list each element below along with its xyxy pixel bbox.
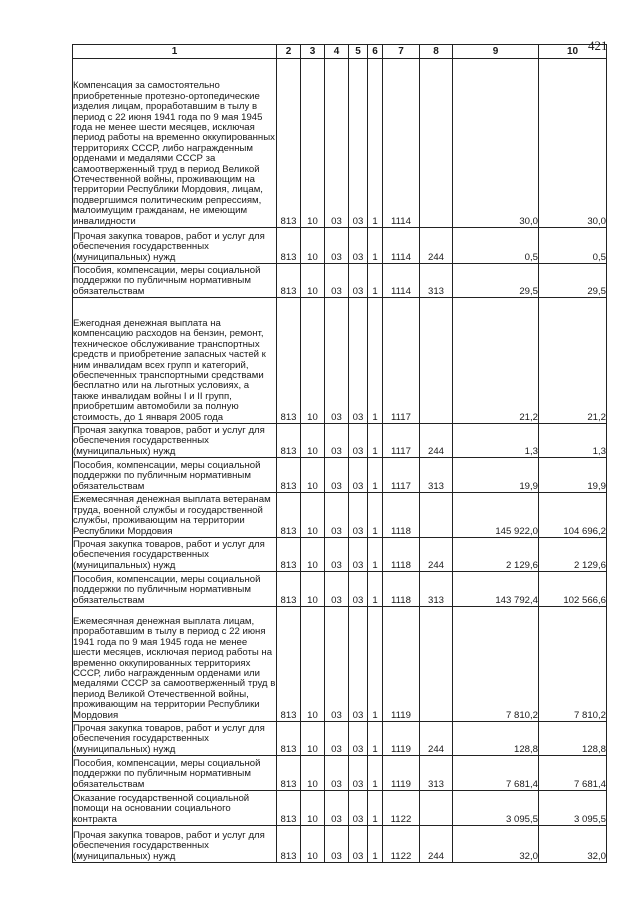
cell-subsection: 03 bbox=[325, 722, 349, 756]
cell-amount-col9: 2 129,6 bbox=[453, 538, 539, 572]
row-description: Ежемесячная денежная выплата ветеранам труда, военной службы и государственной службы, проживающим на территории Республики Мордовия bbox=[73, 493, 277, 538]
cell-amount-col10: 128,8 bbox=[539, 722, 607, 756]
cell-subprogram: 1 bbox=[368, 228, 383, 264]
cell-subprogram: 1 bbox=[368, 607, 383, 722]
table-row bbox=[73, 791, 607, 826]
table-row bbox=[73, 722, 607, 756]
cell-section: 10 bbox=[301, 607, 325, 722]
cell-amount-col10: 0,5 bbox=[539, 228, 607, 264]
table-row bbox=[73, 298, 607, 424]
cell-ministry-code: 813 bbox=[277, 424, 301, 458]
page-number: 421 bbox=[588, 38, 608, 53]
cell-amount-col9: 7 810,2 bbox=[453, 607, 539, 722]
cell-amount-col10: 104 696,2 bbox=[539, 493, 607, 538]
budget-table bbox=[72, 44, 607, 863]
cell-amount-col10: 29,5 bbox=[539, 264, 607, 298]
cell-subprogram: 1 bbox=[368, 493, 383, 538]
cell-target-article: 1119 bbox=[383, 756, 420, 791]
cell-target-article: 1122 bbox=[383, 826, 420, 863]
cell-section: 10 bbox=[301, 298, 325, 424]
cell-section: 10 bbox=[301, 493, 325, 538]
header-cell: 7 bbox=[383, 45, 420, 59]
cell-expense-type: 244 bbox=[420, 826, 453, 863]
cell-ministry-code: 813 bbox=[277, 756, 301, 791]
cell-expense-type bbox=[420, 493, 453, 538]
table-row bbox=[73, 572, 607, 607]
cell-section: 10 bbox=[301, 826, 325, 863]
table-header-row bbox=[73, 45, 607, 59]
cell-subsection: 03 bbox=[325, 424, 349, 458]
row-description: Пособия, компенсации, меры социальной поддержки по публичным нормативным обязательствам bbox=[73, 458, 277, 493]
row-description: Компенсация за самостоятельно приобретенные протезно-ортопедические изделия лицам, проработавшим в тылу в период с 22 июня 1941 года по 9 мая 1945 года не менее шести месяцев, исключая период работы на временно оккупированных территориях СССР, либо награжденным орденами и медалями СССР за самоотверженный труд в период Великой Отечественной войны, проживающим на территории Республики Мордовия, лицам, подвергшимся политическим репрессиям, малоимущим гражданам, не имеющим инвалидности bbox=[73, 59, 277, 228]
cell-subprogram: 1 bbox=[368, 722, 383, 756]
cell-target-article: 1114 bbox=[383, 59, 420, 228]
cell-expense-type bbox=[420, 298, 453, 424]
table-row bbox=[73, 424, 607, 458]
cell-amount-col9: 29,5 bbox=[453, 264, 539, 298]
cell-target-article: 1122 bbox=[383, 791, 420, 826]
cell-ministry-code: 813 bbox=[277, 264, 301, 298]
cell-program: 03 bbox=[349, 791, 368, 826]
header-cell: 1 bbox=[73, 45, 277, 59]
cell-target-article: 1117 bbox=[383, 458, 420, 493]
cell-target-article: 1117 bbox=[383, 298, 420, 424]
cell-ministry-code: 813 bbox=[277, 826, 301, 863]
cell-amount-col9: 30,0 bbox=[453, 59, 539, 228]
cell-program: 03 bbox=[349, 607, 368, 722]
cell-subprogram: 1 bbox=[368, 826, 383, 863]
cell-section: 10 bbox=[301, 756, 325, 791]
cell-expense-type: 244 bbox=[420, 228, 453, 264]
table-row bbox=[73, 826, 607, 863]
cell-ministry-code: 813 bbox=[277, 791, 301, 826]
cell-section: 10 bbox=[301, 458, 325, 493]
cell-amount-col9: 21,2 bbox=[453, 298, 539, 424]
cell-section: 10 bbox=[301, 572, 325, 607]
cell-expense-type bbox=[420, 791, 453, 826]
cell-expense-type: 244 bbox=[420, 538, 453, 572]
row-description: Пособия, компенсации, меры социальной поддержки по публичным нормативным обязательствам bbox=[73, 264, 277, 298]
cell-section: 10 bbox=[301, 228, 325, 264]
cell-subprogram: 1 bbox=[368, 756, 383, 791]
cell-target-article: 1117 bbox=[383, 424, 420, 458]
table-row bbox=[73, 228, 607, 264]
cell-subprogram: 1 bbox=[368, 424, 383, 458]
cell-expense-type bbox=[420, 607, 453, 722]
cell-subsection: 03 bbox=[325, 59, 349, 228]
cell-subprogram: 1 bbox=[368, 264, 383, 298]
cell-ministry-code: 813 bbox=[277, 538, 301, 572]
cell-section: 10 bbox=[301, 59, 325, 228]
cell-expense-type: 244 bbox=[420, 722, 453, 756]
cell-subsection: 03 bbox=[325, 538, 349, 572]
cell-subsection: 03 bbox=[325, 298, 349, 424]
cell-subprogram: 1 bbox=[368, 458, 383, 493]
cell-ministry-code: 813 bbox=[277, 298, 301, 424]
cell-target-article: 1114 bbox=[383, 264, 420, 298]
table-row bbox=[73, 458, 607, 493]
header-cell: 9 bbox=[453, 45, 539, 59]
cell-ministry-code: 813 bbox=[277, 722, 301, 756]
row-description: Ежегодная денежная выплата на компенсацию расходов на бензин, ремонт, техническое обслуживание транспортных средств и приобретение запасных частей к ним инвалидам всех групп и категорий, обеспеченных транспортными средствами бесплатно или на льготных условиях, а также инвалидам войны I и II групп, приобретшим автомобили за полную стоимость, до 1 января 2005 года bbox=[73, 298, 277, 424]
cell-target-article: 1118 bbox=[383, 572, 420, 607]
cell-subprogram: 1 bbox=[368, 791, 383, 826]
cell-expense-type: 313 bbox=[420, 458, 453, 493]
cell-amount-col10: 102 566,6 bbox=[539, 572, 607, 607]
cell-program: 03 bbox=[349, 298, 368, 424]
header-cell: 8 bbox=[420, 45, 453, 59]
cell-program: 03 bbox=[349, 59, 368, 228]
cell-ministry-code: 813 bbox=[277, 59, 301, 228]
cell-expense-type: 313 bbox=[420, 572, 453, 607]
cell-ministry-code: 813 bbox=[277, 493, 301, 538]
cell-ministry-code: 813 bbox=[277, 572, 301, 607]
header-cell: 4 bbox=[325, 45, 349, 59]
cell-program: 03 bbox=[349, 493, 368, 538]
cell-section: 10 bbox=[301, 722, 325, 756]
cell-subsection: 03 bbox=[325, 493, 349, 538]
table-row bbox=[73, 59, 607, 228]
header-cell: 2 bbox=[277, 45, 301, 59]
cell-ministry-code: 813 bbox=[277, 458, 301, 493]
cell-subsection: 03 bbox=[325, 607, 349, 722]
cell-subsection: 03 bbox=[325, 756, 349, 791]
row-description: Прочая закупка товаров, работ и услуг для обеспечения государственных (муниципальных) нужд bbox=[73, 424, 277, 458]
row-description: Ежемесячная денежная выплата лицам, проработавшим в тылу в период с 22 июня 1941 года по 9 мая 1945 года не менее шести месяцев, исключая период работы на временно оккупированных территориях СССР, либо награжденным орденами или медалями СССР за самоотверженный труд в период Великой Отечественной войны, проживающим на территории Республики Мордовия bbox=[73, 607, 277, 722]
cell-target-article: 1119 bbox=[383, 607, 420, 722]
cell-amount-col9: 1,3 bbox=[453, 424, 539, 458]
header-cell: 5 bbox=[349, 45, 368, 59]
cell-amount-col10: 19,9 bbox=[539, 458, 607, 493]
cell-program: 03 bbox=[349, 722, 368, 756]
cell-amount-col10: 32,0 bbox=[539, 826, 607, 863]
table-row bbox=[73, 538, 607, 572]
cell-program: 03 bbox=[349, 264, 368, 298]
table-row bbox=[73, 264, 607, 298]
cell-subprogram: 1 bbox=[368, 538, 383, 572]
cell-amount-col9: 3 095,5 bbox=[453, 791, 539, 826]
cell-expense-type: 244 bbox=[420, 424, 453, 458]
header-cell: 10 bbox=[539, 45, 607, 59]
cell-program: 03 bbox=[349, 424, 368, 458]
cell-section: 10 bbox=[301, 264, 325, 298]
row-description: Прочая закупка товаров, работ и услуг для обеспечения государственных (муниципальных) нужд bbox=[73, 722, 277, 756]
cell-amount-col9: 143 792,4 bbox=[453, 572, 539, 607]
table-row bbox=[73, 756, 607, 791]
table-row bbox=[73, 607, 607, 722]
cell-amount-col9: 32,0 bbox=[453, 826, 539, 863]
cell-expense-type: 313 bbox=[420, 756, 453, 791]
cell-program: 03 bbox=[349, 228, 368, 264]
row-description: Прочая закупка товаров, работ и услуг для обеспечения государственных (муниципальных) нужд bbox=[73, 826, 277, 863]
cell-subsection: 03 bbox=[325, 791, 349, 826]
cell-amount-col10: 30,0 bbox=[539, 59, 607, 228]
cell-amount-col9: 19,9 bbox=[453, 458, 539, 493]
cell-subprogram: 1 bbox=[368, 572, 383, 607]
cell-target-article: 1114 bbox=[383, 228, 420, 264]
cell-subprogram: 1 bbox=[368, 59, 383, 228]
cell-subsection: 03 bbox=[325, 572, 349, 607]
cell-section: 10 bbox=[301, 791, 325, 826]
cell-expense-type: 313 bbox=[420, 264, 453, 298]
row-description: Прочая закупка товаров, работ и услуг для обеспечения государственных (муниципальных) нужд bbox=[73, 538, 277, 572]
cell-amount-col9: 145 922,0 bbox=[453, 493, 539, 538]
header-cell: 3 bbox=[301, 45, 325, 59]
cell-program: 03 bbox=[349, 756, 368, 791]
cell-subsection: 03 bbox=[325, 458, 349, 493]
cell-amount-col10: 7 810,2 bbox=[539, 607, 607, 722]
cell-amount-col9: 0,5 bbox=[453, 228, 539, 264]
cell-program: 03 bbox=[349, 826, 368, 863]
cell-target-article: 1119 bbox=[383, 722, 420, 756]
cell-amount-col10: 2 129,6 bbox=[539, 538, 607, 572]
cell-amount-col10: 7 681,4 bbox=[539, 756, 607, 791]
cell-amount-col10: 21,2 bbox=[539, 298, 607, 424]
cell-section: 10 bbox=[301, 424, 325, 458]
header-cell: 6 bbox=[368, 45, 383, 59]
cell-subsection: 03 bbox=[325, 264, 349, 298]
row-description: Прочая закупка товаров, работ и услуг для обеспечения государственных (муниципальных) нужд bbox=[73, 228, 277, 264]
cell-section: 10 bbox=[301, 538, 325, 572]
cell-amount-col9: 128,8 bbox=[453, 722, 539, 756]
row-description: Пособия, компенсации, меры социальной поддержки по публичным нормативным обязательствам bbox=[73, 572, 277, 607]
cell-program: 03 bbox=[349, 572, 368, 607]
cell-program: 03 bbox=[349, 538, 368, 572]
cell-expense-type bbox=[420, 59, 453, 228]
cell-subsection: 03 bbox=[325, 228, 349, 264]
cell-target-article: 1118 bbox=[383, 493, 420, 538]
cell-subsection: 03 bbox=[325, 826, 349, 863]
cell-amount-col10: 3 095,5 bbox=[539, 791, 607, 826]
cell-ministry-code: 813 bbox=[277, 607, 301, 722]
cell-target-article: 1118 bbox=[383, 538, 420, 572]
row-description: Пособия, компенсации, меры социальной поддержки по публичным нормативным обязательствам bbox=[73, 756, 277, 791]
cell-program: 03 bbox=[349, 458, 368, 493]
cell-amount-col9: 7 681,4 bbox=[453, 756, 539, 791]
cell-amount-col10: 1,3 bbox=[539, 424, 607, 458]
cell-ministry-code: 813 bbox=[277, 228, 301, 264]
row-description: Оказание государственной социальной помощи на основании социального контракта bbox=[73, 791, 277, 826]
cell-subprogram: 1 bbox=[368, 298, 383, 424]
table-row bbox=[73, 493, 607, 538]
